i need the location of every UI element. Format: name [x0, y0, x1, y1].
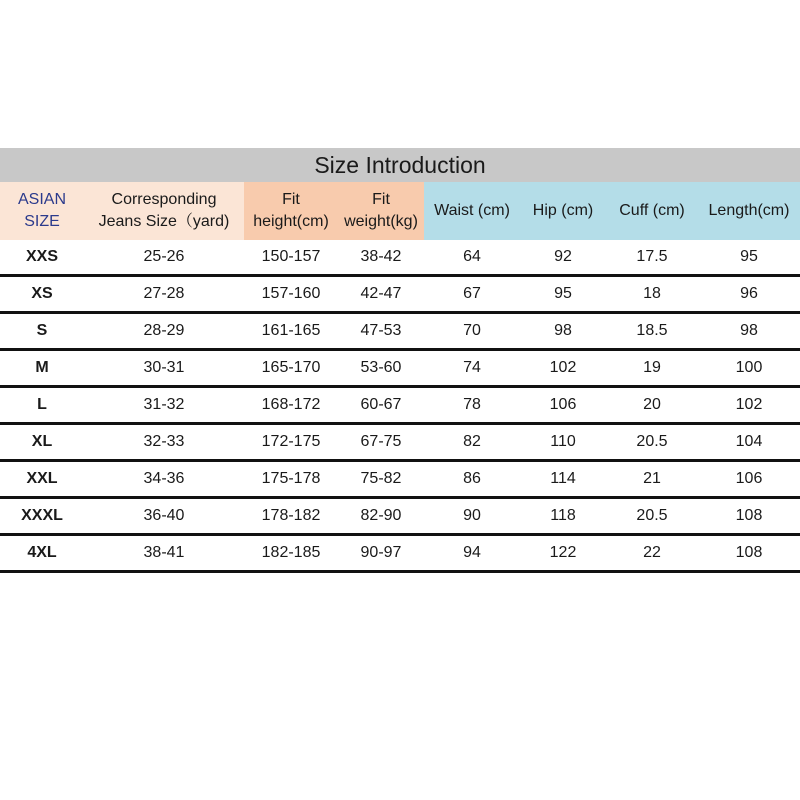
cell-fit-height: 178-182 [261, 507, 321, 524]
header-fit-height-line1: Fit [282, 191, 300, 208]
header-length: Length(cm) [698, 182, 800, 240]
header-hip: Hip (cm) [520, 182, 606, 240]
cell-length: 108 [735, 507, 763, 524]
header-jeans-size-line2: Jeans Size（yard) [98, 213, 230, 230]
cell-waist: 86 [463, 470, 481, 487]
cell-waist: 78 [463, 396, 481, 413]
cell-cuff: 20 [643, 396, 661, 413]
header-fit-weight-line2: weight(kg) [344, 213, 418, 230]
header-asian-size [0, 182, 84, 240]
size-chart [0, 148, 800, 573]
cell-size: XL [31, 433, 53, 450]
cell-waist: 74 [463, 359, 481, 376]
cell-waist: 94 [463, 544, 481, 561]
cell-fit-weight: 53-60 [360, 359, 402, 376]
cell-fit-height: 182-185 [261, 544, 321, 561]
cell-length: 100 [735, 359, 763, 376]
cell-fit-height: 161-165 [261, 322, 321, 339]
header-jeans-size [84, 182, 244, 240]
table-row [0, 388, 800, 425]
cell-fit-weight: 42-47 [360, 285, 402, 302]
cell-waist: 90 [463, 507, 481, 524]
cell-fit-weight: 75-82 [360, 470, 402, 487]
cell-jeans-size: 38-41 [143, 544, 185, 561]
header-jeans-size-line1: Corresponding [111, 191, 217, 208]
cell-size: XXXL [21, 507, 63, 524]
table-row [0, 536, 800, 573]
cell-size: M [35, 359, 49, 376]
cell-jeans-size: 31-32 [143, 396, 185, 413]
table-row [0, 351, 800, 388]
cell-size: 4XL [27, 544, 57, 561]
cell-waist: 70 [463, 322, 481, 339]
cell-length: 104 [735, 433, 763, 450]
cell-fit-height: 157-160 [261, 285, 321, 302]
cell-size: XXL [26, 470, 58, 487]
cell-length: 96 [740, 285, 758, 302]
table-row [0, 240, 800, 277]
cell-jeans-size: 25-26 [143, 248, 185, 265]
table-row [0, 277, 800, 314]
cell-length: 102 [735, 396, 763, 413]
cell-size: L [37, 396, 47, 413]
cell-cuff: 17.5 [636, 248, 668, 265]
table-row [0, 462, 800, 499]
table-row [0, 314, 800, 351]
cell-jeans-size: 27-28 [143, 285, 185, 302]
cell-hip: 110 [550, 433, 576, 450]
cell-cuff: 22 [643, 544, 661, 561]
cell-hip: 98 [554, 322, 572, 339]
cell-hip: 95 [554, 285, 572, 302]
cell-length: 106 [735, 470, 763, 487]
chart-title: Size Introduction [0, 148, 800, 182]
cell-waist: 82 [463, 433, 481, 450]
table-row [0, 499, 800, 536]
cell-waist: 67 [463, 285, 481, 302]
cell-fit-weight: 82-90 [360, 507, 402, 524]
cell-hip: 106 [549, 396, 577, 413]
cell-hip: 114 [550, 470, 576, 487]
cell-length: 98 [740, 322, 758, 339]
table-row [0, 425, 800, 462]
cell-hip: 118 [550, 507, 576, 524]
cell-cuff: 20.5 [636, 433, 668, 450]
cell-cuff: 21 [643, 470, 661, 487]
cell-fit-height: 165-170 [261, 359, 321, 376]
cell-size: XXS [25, 248, 58, 265]
cell-jeans-size: 32-33 [143, 433, 185, 450]
cell-waist: 64 [463, 248, 481, 265]
cell-fit-weight: 60-67 [360, 396, 402, 413]
cell-jeans-size: 36-40 [143, 507, 185, 524]
cell-fit-height: 168-172 [261, 396, 321, 413]
size-rows [0, 240, 800, 573]
cell-cuff: 20.5 [636, 507, 668, 524]
cell-fit-weight: 38-42 [360, 248, 402, 265]
header-cuff: Cuff (cm) [606, 182, 698, 240]
cell-jeans-size: 30-31 [143, 359, 185, 376]
cell-hip: 122 [549, 544, 577, 561]
cell-fit-height: 172-175 [261, 433, 321, 450]
cell-fit-weight: 90-97 [360, 544, 402, 561]
header-waist: Waist (cm) [424, 182, 520, 240]
cell-hip: 102 [549, 359, 577, 376]
cell-fit-height: 150-157 [261, 248, 321, 265]
header-asian-size-line1: ASIAN [17, 191, 66, 208]
cell-jeans-size: 28-29 [143, 322, 185, 339]
cell-fit-weight: 47-53 [360, 322, 402, 339]
cell-fit-weight: 67-75 [360, 433, 402, 450]
cell-jeans-size: 34-36 [143, 470, 185, 487]
cell-cuff: 18.5 [636, 322, 668, 339]
cell-cuff: 18 [643, 285, 661, 302]
cell-size: S [36, 322, 48, 339]
cell-fit-height: 175-178 [261, 470, 321, 487]
header-fit-weight-line1: Fit [372, 191, 390, 208]
header-asian-size-line2: SIZE [24, 213, 60, 230]
cell-length: 95 [740, 248, 758, 265]
header-fit-height-line2: height(cm) [253, 213, 329, 230]
header-row [0, 182, 800, 240]
cell-cuff: 19 [643, 359, 661, 376]
cell-size: XS [31, 285, 53, 302]
header-fit-height [244, 182, 338, 240]
header-fit-weight [338, 182, 424, 240]
cell-hip: 92 [554, 248, 572, 265]
cell-length: 108 [735, 544, 763, 561]
